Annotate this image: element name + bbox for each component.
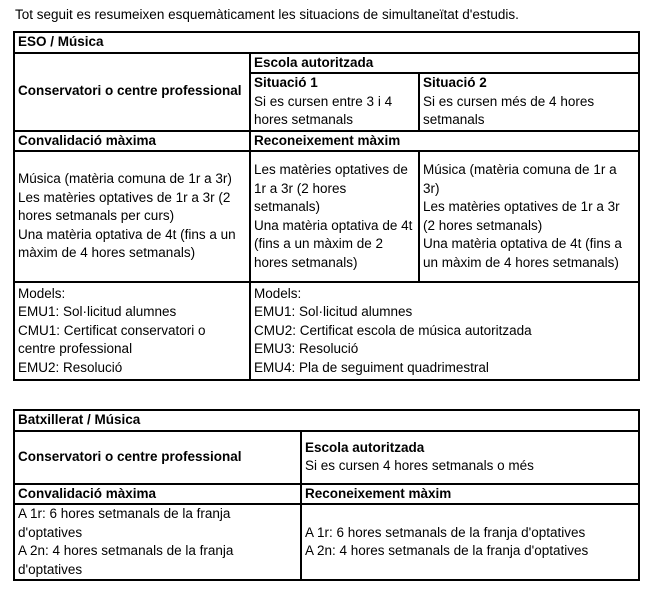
- eso-subheader-row: [14, 131, 639, 152]
- text-line: Models:: [18, 285, 66, 301]
- text-line: A 1r: 6 hores setmanals de la franja d'optatives: [18, 506, 231, 540]
- eso-models-conservatori-cell: [14, 282, 250, 380]
- eso-reconeixement-sit2-cell: [419, 151, 639, 282]
- batx-reconeixement-maxim-header: Reconeixement màxim: [301, 484, 639, 505]
- table-separator: [0, 381, 646, 409]
- eso-reconeixement-sit1-cell: [250, 151, 419, 282]
- text-line: Models:: [254, 285, 302, 301]
- intro-text: Tot seguit es resumeixen esquemàticament les situacions de simultaneïtat d'estudis.: [15, 7, 519, 22]
- text-line: A 2n: 4 hores setmanals de la franja d'optatives: [305, 543, 589, 558]
- text-line: A 2n: 4 hores setmanals de la franja d'optatives: [18, 543, 234, 577]
- eso-escola-autoritzada-cell: Escola autoritzada: [250, 53, 639, 74]
- eso-convalidacio-maxima-header: Convalidació màxima: [14, 131, 250, 152]
- situacio-2-desc: Si es cursen més de 4 hores setmanals: [423, 93, 595, 127]
- text-line: Les matèries optatives de 1r a 3r (2 hores setmanals per curs): [18, 189, 231, 224]
- eso-situacio-2-cell: [419, 73, 639, 131]
- text-line: Les matèries optatives de 1r a 3r (2 hores setmanals): [423, 199, 620, 233]
- eso-musica-table: [13, 31, 640, 381]
- batx-convalidacio-maxima-header: Convalidació màxima: [14, 484, 301, 505]
- text-line: Una matèria optativa de 4t (fins a un màxim de 4 hores setmanals): [18, 226, 236, 261]
- text-line: CMU2: Certificat escola de música autoritzada: [254, 322, 532, 338]
- text-line: EMU3: Resolució: [254, 341, 359, 357]
- batx-conservatori-header-cell: Conservatori o centre professional: [14, 431, 301, 484]
- situacio-1-desc: Si es cursen entre 3 i 4 hores setmanals: [254, 93, 393, 127]
- situacio-2-title: Situació 2: [423, 75, 487, 90]
- text-line: EMU1: Sol·licitud alumnes: [254, 304, 413, 320]
- text-line: A 1r: 6 hores setmanals de la franja d'optatives: [305, 524, 586, 540]
- eso-convalidacio-content-cell: [14, 151, 250, 282]
- batxillerat-musica-table: [13, 409, 640, 581]
- eso-models-row: [14, 282, 639, 380]
- eso-conservatori-header-cell: Conservatori o centre professional: [14, 53, 250, 131]
- batx-header-row: [14, 431, 639, 484]
- eso-table-title: ESO / Música: [14, 32, 639, 53]
- text-line: Una matèria optativa de 4t (fins a un màxim de 4 hores setmanals): [423, 236, 622, 270]
- eso-title-row: [14, 32, 639, 53]
- batx-table-title: Batxillerat / Música: [14, 410, 639, 431]
- batx-subheader-row: [14, 484, 639, 505]
- eso-models-escola-cell: [250, 282, 639, 380]
- batx-reconeixement-content-cell: [301, 504, 639, 580]
- eso-header-row-1: [14, 53, 639, 74]
- text-line: EMU1: Sol·licitud alumnes: [18, 304, 177, 320]
- text-line: Música (matèria comuna de 1r a 3r): [18, 171, 232, 187]
- text-line: EMU4: Pla de seguiment quadrimestral: [254, 359, 489, 375]
- batx-title-row: [14, 410, 639, 431]
- batx-escola-autoritzada-cell: [301, 431, 639, 484]
- text-line: EMU2: Resolució: [18, 359, 123, 375]
- text-line: Una matèria optativa de 4t (fins a un màxim de 2 hores setmanals): [254, 217, 413, 270]
- text-line: Les matèries optatives de 1r a 3r (2 hores setmanals): [254, 162, 408, 214]
- batx-escola-desc: Si es cursen 4 hores setmanals o més: [305, 458, 534, 473]
- batx-convalidacio-content-cell: [14, 504, 301, 580]
- batx-escola-title: Escola autoritzada: [305, 439, 425, 455]
- eso-content-row: [14, 151, 639, 282]
- eso-situacio-1-cell: [250, 73, 419, 131]
- batx-content-row: [14, 504, 639, 580]
- text-line: CMU1: Certificat conservatori o centre professional: [18, 322, 206, 357]
- situacio-1-title: Situació 1: [254, 75, 318, 90]
- text-line: Música (matèria comuna de 1r a 3r): [423, 162, 617, 196]
- eso-reconeixement-maxim-header: Reconeixement màxim: [250, 131, 639, 152]
